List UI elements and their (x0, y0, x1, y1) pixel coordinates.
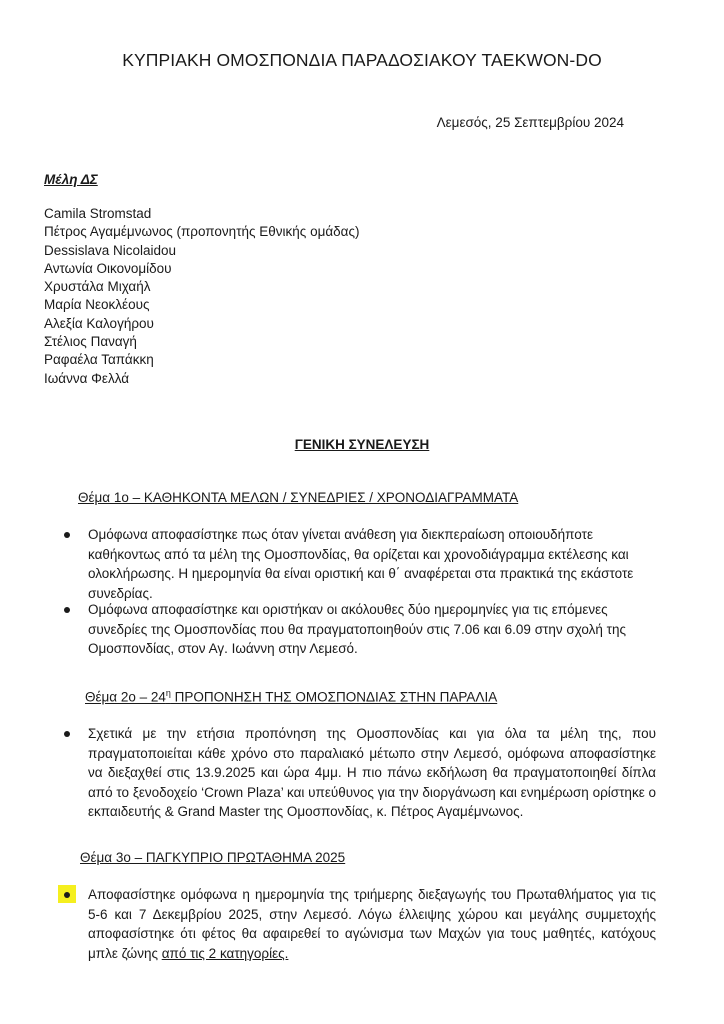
bullet-icon (64, 731, 70, 737)
member-item: Αντωνία Οικονομίδου (44, 260, 172, 276)
bullet-text-underlined: από τις 2 κατηγορίες. (161, 945, 289, 961)
topic-2-title (85, 688, 497, 705)
member-item: Αλεξία Καλογήρου (44, 315, 154, 331)
topic-1-title: Θέμα 1ο – ΚΑΘΗΚΟΝΤΑ ΜΕΛΩΝ / ΣΥΝΕΔΡΙΕΣ / ΧΡΟΝΟΔΙΑΓΡΑΜΜΑΤΑ (78, 490, 519, 505)
topic-2-bullet-1 (66, 724, 656, 822)
member-item: Στέλιος Παναγή (44, 334, 137, 350)
bullet-icon (64, 892, 70, 898)
member-item: Ραφαέλα Ταπάκκη (44, 352, 154, 368)
document-title: ΚΥΠΡΙΑΚΗ ΟΜΟΣΠΟΝΔΙΑ ΠΑΡΑΔΟΣΙΑΚΟΥ TAEKWON-DO (122, 50, 602, 70)
bullet-text: Ομόφωνα αποφασίστηκε και οριστήκαν οι ακόλουθες δύο ημερομηνίες για τις επόμενες συνεδρίες της Ομοσπονδίας που θα πραγματοποιηθούν στις 7.06 και 6.09 στην σχολή της Ομοσπονδίας, στον Αγ. Ιωάννη στην Λεμεσό. (88, 602, 627, 656)
bullet-text (88, 885, 656, 963)
board-members-heading: Μέλη ΔΣ (44, 172, 98, 187)
bullet-text: Σχετικά με την ετήσια προπόνηση της Ομοσπονδίας και για όλα τα μέλη της, που πραγματοποιείται κάθε χρόνο στο παραλιακό μέτωπο στην Λεμεσό, ομόφωνα αποφασίστηκε να διεξαχθεί στις 13.9.2025 και ώρα 4μμ. Η πιο πάνω εκδήλωση θα πραγματοποιηθεί δίπλα από το ξενοδοχείο ‘Crown Plaza’ και υπεύθυνος για την διοργάνωση και ενημέρωση ορίστηκε ο εκπαιδευτής & Grand Master της Ομοσπονδίας, κ. Πέτρος Αγαμέμνωνος. (88, 726, 656, 819)
member-item: Ιωάννα Φελλά (44, 370, 130, 386)
member-item: Πέτρος Αγαμέμνωνος (προπονητής Εθνικής ομάδας) (44, 224, 360, 240)
topic-1-bullet-2 (66, 600, 656, 659)
bullet-icon (64, 607, 70, 613)
topic-1-bullet-1 (66, 525, 656, 603)
topic-2-title-sup: η (165, 688, 171, 698)
document-date: Λεμεσός, 25 Σεπτεμβρίου 2024 (436, 115, 624, 130)
member-item: Camila Stromstad (44, 206, 152, 221)
board-members-list (44, 205, 359, 388)
topic-3-bullet-1 (66, 885, 656, 963)
bullet-text: Ομόφωνα αποφασίστηκε πως όταν γίνεται ανάθεση για διεκπεραίωση οποιουδήποτε καθήκοντως από τα μέλη της Ομοσπονδίας, θα ορίζεται και χρονοδιάγραμμα εκτέλεσης και ολοκλήρωσης. Η ημερομηνία θα είναι οριστική και θ΄ αναφέρεται στα πρακτικά της εκάστοτε συνεδρίας. (88, 527, 634, 601)
bullet-text-main: Αποφασίστηκε ομόφωνα η ημερομηνία της τριήμερης διεξαγωγής του Πρωταθλήματος για τις 5-6 και 7 Δεκεμβρίου 2025, στην Λεμεσό. Λόγω έλλειψης χώρου και μεγάλης συμμετοχής αποφασίστηκε ότι φέτος θα αφαιρεθεί το αγώνισμα των Μαχών για τους μαθητές, κατόχους μπλε ζώνης (88, 887, 656, 961)
topic-2-title-suffix: ΠΡΟΠΟΝΗΣΗ ΤΗΣ ΟΜΟΣΠΟΝΔΙΑΣ ΣΤΗΝ ΠΑΡΑΛΙΑ (170, 689, 498, 705)
member-item: Μαρία Νεοκλέους (44, 297, 150, 313)
topic-3-title: Θέμα 3ο – ΠΑΓΚΥΠΡΙΟ ΠΡΩΤΑΘΗΜΑ 2025 (80, 850, 346, 865)
bullet-icon (64, 532, 70, 538)
topic-2-title-prefix: Θέμα 2ο – 24 (85, 689, 166, 705)
general-assembly-heading: ΓΕΝΙΚΗ ΣΥΝΕΛΕΥΣΗ (294, 437, 430, 452)
member-item: Χρυστάλα Μιχαήλ (44, 279, 151, 295)
member-item: Dessislava Nicolaidou (44, 242, 177, 258)
